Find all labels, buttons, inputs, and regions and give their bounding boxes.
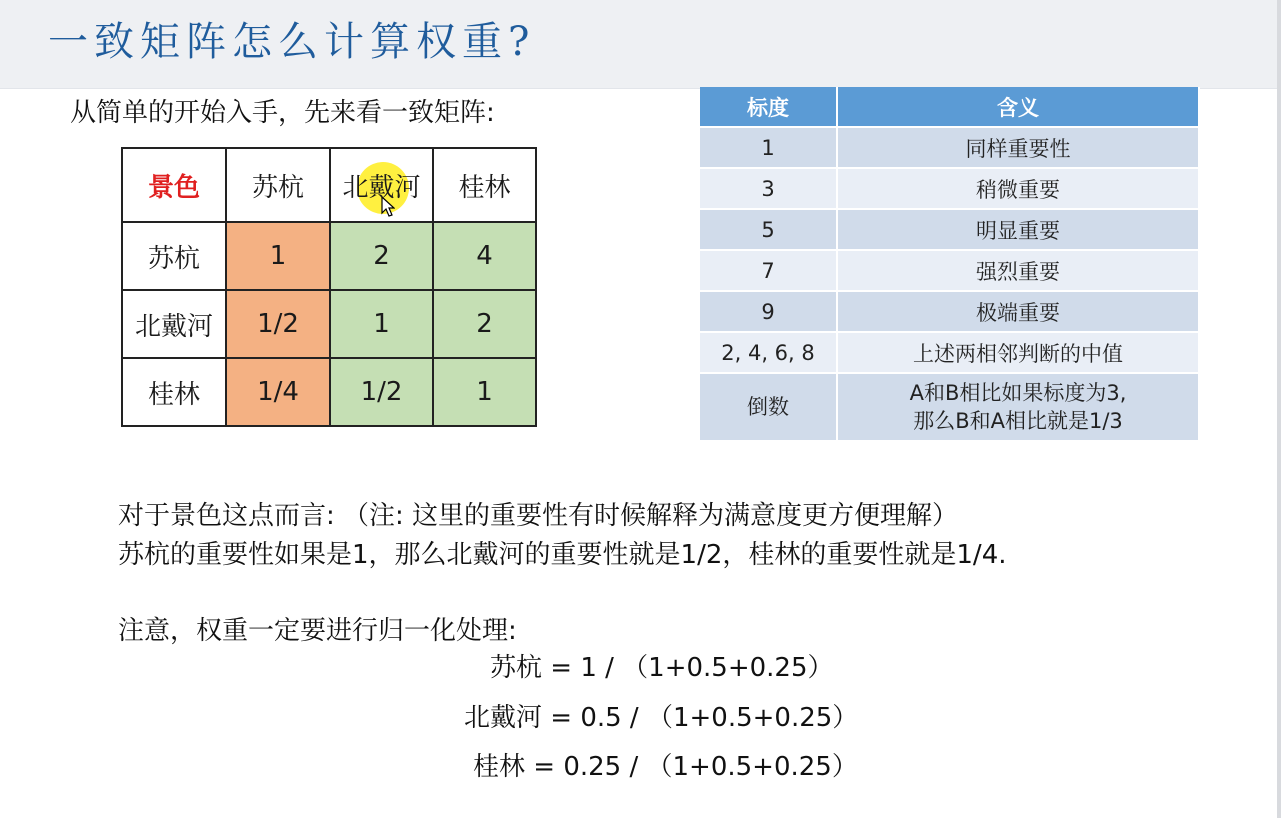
equation-suhang: 苏杭 = 1 / （1+0.5+0.25） (490, 653, 834, 683)
consistency-matrix (121, 147, 537, 427)
matrix-col-header: 苏杭 (226, 148, 330, 222)
explanation-line-2: 苏杭的重要性如果是1，那么北戴河的重要性就是1/2，桂林的重要性就是1/4. (118, 540, 1007, 570)
explanation-line-1: 对于景色这点而言: （注: 这里的重要性有时候解释为满意度更方便理解） (118, 501, 959, 531)
meaning-header: 含义 (838, 87, 1200, 128)
equation-guilin: 桂林 = 0.25 / （1+0.5+0.25） (473, 752, 858, 782)
scale-meaning: 极端重要 (838, 292, 1200, 333)
matrix-row-header: 苏杭 (122, 222, 226, 290)
scale-row (700, 333, 1200, 374)
scale-value: 7 (700, 251, 838, 292)
scale-meaning: 同样重要性 (838, 128, 1200, 169)
matrix-cell: 1 (433, 358, 536, 426)
scale-header-row (700, 87, 1200, 128)
matrix-col-header: 桂林 (433, 148, 536, 222)
scale-value: 5 (700, 210, 838, 251)
matrix-cell: 1/2 (226, 290, 330, 358)
matrix-corner-label: 景色 (122, 148, 226, 222)
matrix-row-header: 北戴河 (122, 290, 226, 358)
normalization-note: 注意，权重一定要进行归一化处理: (118, 616, 517, 646)
scale-row (700, 169, 1200, 210)
window-edge (1277, 0, 1281, 818)
equation-beidaihe: 北戴河 = 0.5 / （1+0.5+0.25） (464, 703, 859, 733)
scale-header: 标度 (700, 87, 838, 128)
intro-text: 从简单的开始入手，先来看一致矩阵: (70, 98, 495, 128)
matrix-cell: 2 (433, 290, 536, 358)
matrix-cell: 1/4 (226, 358, 330, 426)
matrix-cell: 1 (226, 222, 330, 290)
title-bar (0, 0, 1281, 89)
scale-meaning: 上述两相邻判断的中值 (838, 333, 1200, 374)
scale-meaning-line: 那么B和A相比就是1/3 (913, 409, 1123, 433)
matrix-cell: 1 (330, 290, 433, 358)
matrix-row-header: 桂林 (122, 358, 226, 426)
matrix-col-header: 北戴河 (330, 148, 433, 222)
scale-meaning: 强烈重要 (838, 251, 1200, 292)
scale-row (700, 292, 1200, 333)
scale-meaning (838, 374, 1200, 442)
scale-value: 3 (700, 169, 838, 210)
matrix-header-row (122, 148, 536, 222)
matrix-cell: 4 (433, 222, 536, 290)
matrix-row (122, 358, 536, 426)
scale-row (700, 374, 1200, 442)
slide-title: 一致矩阵怎么计算权重? (48, 19, 536, 65)
scale-table (700, 87, 1200, 442)
scale-meaning: 稍微重要 (838, 169, 1200, 210)
matrix-cell: 2 (330, 222, 433, 290)
scale-row (700, 128, 1200, 169)
scale-meaning: 明显重要 (838, 210, 1200, 251)
scale-value: 倒数 (700, 374, 838, 442)
scale-row (700, 210, 1200, 251)
scale-value: 9 (700, 292, 838, 333)
scale-value: 2, 4, 6, 8 (700, 333, 838, 374)
matrix-row (122, 222, 536, 290)
matrix-row (122, 290, 536, 358)
scale-value: 1 (700, 128, 838, 169)
matrix-cell: 1/2 (330, 358, 433, 426)
scale-meaning-line: A和B相比如果标度为3, (909, 381, 1127, 405)
scale-row (700, 251, 1200, 292)
